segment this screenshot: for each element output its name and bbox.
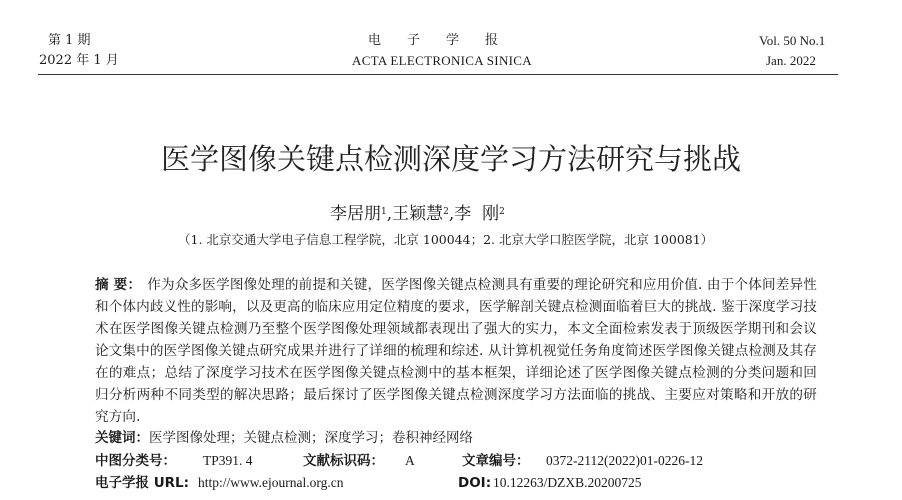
author-name: 王颖慧	[392, 204, 444, 224]
author-name: 李 刚	[454, 204, 500, 224]
author-name: 李居朋	[330, 204, 381, 224]
author-separator: ,	[386, 204, 393, 224]
author-affiliation-mark: 2	[443, 207, 449, 217]
journal-url-label: 电子学报 URL:	[95, 475, 190, 491]
doi-value: 10.12263/DZXB.20200725	[493, 475, 642, 490]
article-number-value: 0372-2112(2022)01-0226-12	[546, 453, 703, 468]
header-rule	[38, 74, 838, 75]
article-number-label: 文章编号：	[462, 453, 530, 469]
doc-code-value: A	[405, 453, 415, 468]
keywords-text: 医学图像处理；关键点检测；深度学习；卷积神经网络	[149, 430, 473, 446]
author-separator: ,	[448, 204, 455, 224]
abstract-label: 摘 要：	[95, 277, 142, 293]
keywords	[95, 428, 473, 448]
header-issue: 第 1 期	[48, 33, 91, 48]
header-volume: Vol. 50 No.1	[759, 33, 826, 48]
author-affiliation-mark: 1	[381, 207, 387, 217]
doc-code-label: 文献标识码：	[303, 453, 384, 469]
header-journal-cn: 电子学报	[368, 33, 525, 48]
author-list	[330, 203, 505, 225]
header-date-en: Jan. 2022	[766, 53, 816, 68]
affiliations: （1. 北京交通大学电子信息工程学院，北京 100044；2. 北京大学口腔医学院，北京 100081）	[178, 232, 714, 247]
journal-url-link[interactable]: http://www.ejournal.org.cn	[198, 475, 344, 490]
paper-title: 医学图像关键点检测深度学习方法研究与挑战	[160, 142, 741, 176]
doi-label: DOI:	[458, 475, 492, 491]
header-date-cn: 2022 年 1 月	[39, 53, 119, 68]
keywords-label: 关键词：	[95, 430, 149, 446]
clc-label: 中图分类号：	[95, 453, 176, 469]
author-affiliation-mark: 2	[499, 207, 505, 217]
abstract	[95, 274, 817, 428]
header-journal-en: ACTA ELECTRONICA SINICA	[352, 53, 532, 68]
abstract-text: 作为众多医学图像处理的前提和关键，医学图像关键点检测具有重要的理论研究和应用价值. 由于个体间差异性和个体内歧义性的影响，以及更高的临床应用定位精度的要求，医学解剖关键点检测面临着巨大的挑战. 鉴于深度学习技术在医学图像关键点检测乃至整个医学图像处理领域都表现出了强大的实力，本文全面检索发表于顶级医学期刊和会议论文集中的医学图像关键点研究成果并进行了详细的梳理和综述. 从计算机视觉任务角度简述医学图像关键点检测及其存在的难点；总结了深度学习技术在医学图像关键点检测中的基本框架，详细论述了医学图像关键点检测的分类问题和回归分析两种不同类型的解决思路；最后探讨了医学图像关键点检测深度学习方法面临的挑战、主要应对策略和开放的研究方向.	[95, 277, 817, 425]
clc-value: TP391. 4	[203, 453, 253, 468]
